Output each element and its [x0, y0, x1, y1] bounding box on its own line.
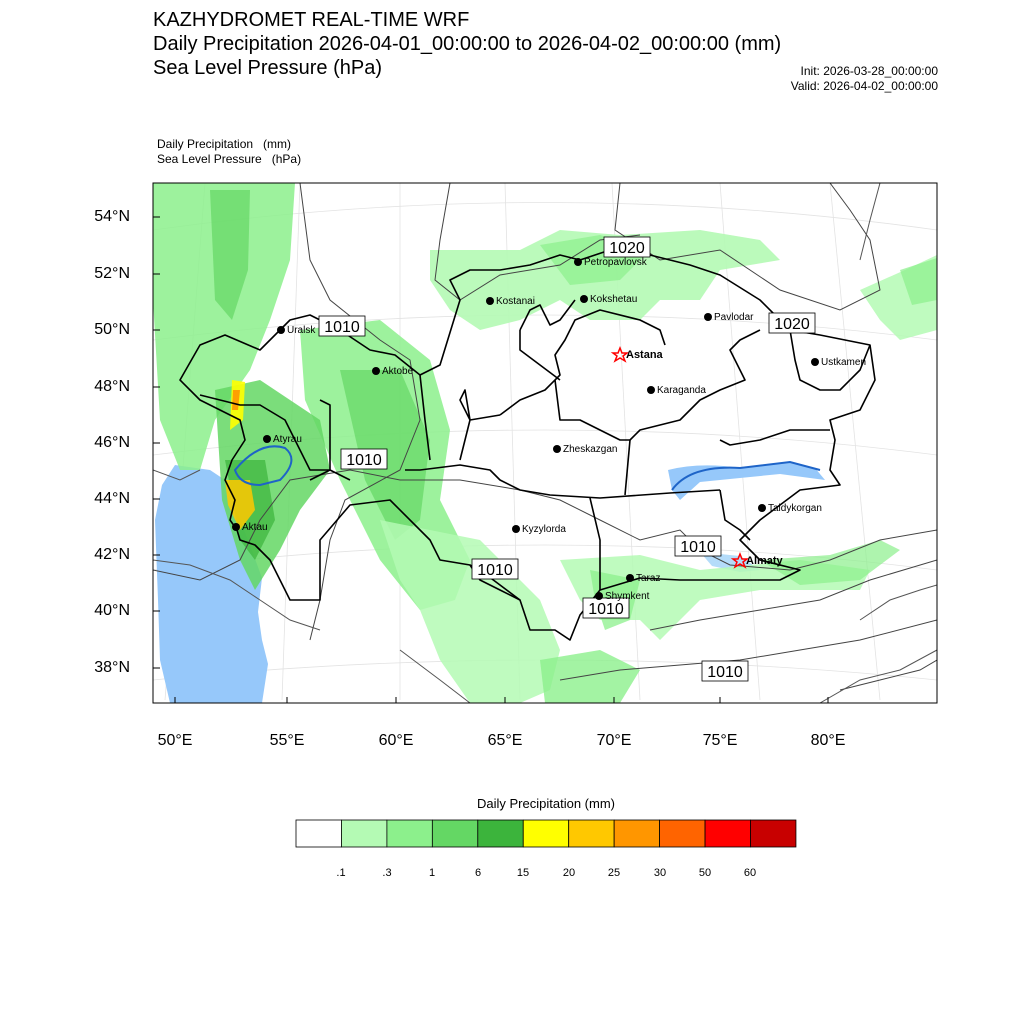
city-label: Kokshetau — [590, 294, 638, 305]
title-line-2: Daily Precipitation 2026-04-01_00:00:00 to 2026-04-02_00:00:00 (mm) — [153, 33, 782, 55]
isobar-label — [702, 661, 748, 681]
lat-tick-52: 52°N — [94, 265, 130, 282]
colorbar-label: 1 — [428, 867, 436, 879]
city-label: Taldykorgan — [768, 503, 822, 514]
city-label: Shymkent — [605, 591, 650, 602]
colorbar — [296, 820, 796, 847]
lon-tick-55: 55°E — [269, 732, 305, 749]
lat-tick-50: 50°N — [94, 321, 130, 338]
city-zheskazgan — [553, 444, 617, 455]
city-taldykorgan — [758, 503, 822, 514]
city-marker — [486, 297, 494, 305]
isobar-label — [319, 316, 365, 336]
city-marker — [580, 295, 588, 303]
city-label: Kyzylorda — [522, 524, 566, 535]
city-marker — [512, 525, 520, 533]
title-line-3: Sea Level Pressure (hPa) — [153, 57, 383, 79]
city-petropavlovsk — [574, 257, 648, 268]
colorbar-label: .1 — [336, 867, 346, 879]
init-time: Init: 2026-03-28_00:00:00 — [800, 64, 938, 78]
colorbar-box — [478, 820, 523, 847]
lat-tick-46: 46°N — [94, 434, 130, 451]
colorbar-label: 15 — [516, 867, 530, 879]
city-marker — [553, 445, 561, 453]
city-marker — [626, 574, 634, 582]
field-label-slp: Sea Level Pressure (hPa) — [157, 152, 302, 166]
city-label: Taraz — [636, 573, 661, 584]
lon-tick-60: 60°E — [378, 732, 414, 749]
colorbar-label: 20 — [562, 867, 576, 879]
city-label: Aktau — [242, 522, 268, 533]
city-marker — [811, 358, 819, 366]
lat-tick-44: 44°N — [94, 490, 130, 507]
city-marker — [595, 592, 603, 600]
city-label: Atyrau — [273, 434, 302, 445]
lat-tick-38: 38°N — [94, 659, 130, 676]
colorbar-box — [523, 820, 568, 847]
colorbar-box — [614, 820, 659, 847]
lat-tick-54: 54°N — [94, 208, 130, 225]
city-label: Zheskazgan — [563, 444, 618, 455]
city-label: Kostanai — [496, 296, 535, 307]
city-marker — [758, 504, 766, 512]
colorbar-box — [705, 820, 750, 847]
colorbar-box — [296, 820, 341, 847]
colorbar-label: .3 — [382, 867, 392, 879]
city-label: Almaty — [746, 555, 783, 567]
colorbar-label: 25 — [607, 867, 621, 879]
city-marker — [647, 386, 655, 394]
colorbar-box — [751, 820, 796, 847]
isobar-label-text: 1010 — [588, 601, 624, 618]
lat-tick-48: 48°N — [94, 378, 130, 395]
city-label: Petropavlovsk — [584, 257, 647, 268]
isobar-label — [769, 313, 815, 333]
isobar-label-text: 1010 — [346, 452, 382, 469]
colorbar-box — [387, 820, 432, 847]
colorbar-title: Daily Precipitation (mm) — [477, 796, 615, 811]
lon-tick-80: 80°E — [810, 732, 846, 749]
isobar-label-text: 1020 — [609, 240, 645, 257]
lon-tick-75: 75°E — [702, 732, 738, 749]
city-label: Uralsk — [287, 325, 316, 336]
isobar-label-text: 1010 — [707, 664, 743, 681]
city-label: Ustkamen — [821, 357, 867, 368]
isobar-label — [472, 559, 518, 579]
city-marker — [263, 435, 271, 443]
lon-tick-50: 50°E — [157, 732, 193, 749]
city-marker — [704, 313, 712, 321]
isobar-label-text: 1010 — [324, 319, 360, 336]
valid-time: Valid: 2026-04-02_00:00:00 — [790, 79, 938, 93]
city-marker — [232, 523, 240, 531]
colorbar-label: 30 — [653, 867, 667, 879]
isobar-label-text: 1020 — [774, 316, 810, 333]
city-label: Pavlodar — [714, 312, 754, 323]
city-label: Aktobe — [382, 366, 414, 377]
isobar-label — [675, 536, 721, 556]
colorbar-label: 60 — [743, 867, 757, 879]
city-marker — [372, 367, 380, 375]
isobar-label — [604, 237, 650, 257]
colorbar-box — [660, 820, 705, 847]
isobar-label — [341, 449, 387, 469]
colorbar-box — [341, 820, 386, 847]
city-marker — [574, 258, 582, 266]
colorbar-label: 50 — [698, 867, 712, 879]
field-label-precip: Daily Precipitation (mm) — [157, 137, 292, 151]
lon-tick-65: 65°E — [487, 732, 523, 749]
isobar-label-text: 1010 — [477, 562, 513, 579]
colorbar-box — [569, 820, 614, 847]
lat-tick-40: 40°N — [94, 602, 130, 619]
isobar-label-text: 1010 — [680, 539, 716, 556]
title-line-1: KAZHYDROMET REAL-TIME WRF — [153, 9, 470, 31]
city-marker — [277, 326, 285, 334]
city-label: Astana — [626, 349, 663, 361]
city-label: Karaganda — [657, 385, 706, 396]
colorbar-label: 6 — [474, 867, 482, 879]
lon-tick-70: 70°E — [596, 732, 632, 749]
lat-tick-42: 42°N — [94, 546, 130, 563]
colorbar-box — [432, 820, 477, 847]
